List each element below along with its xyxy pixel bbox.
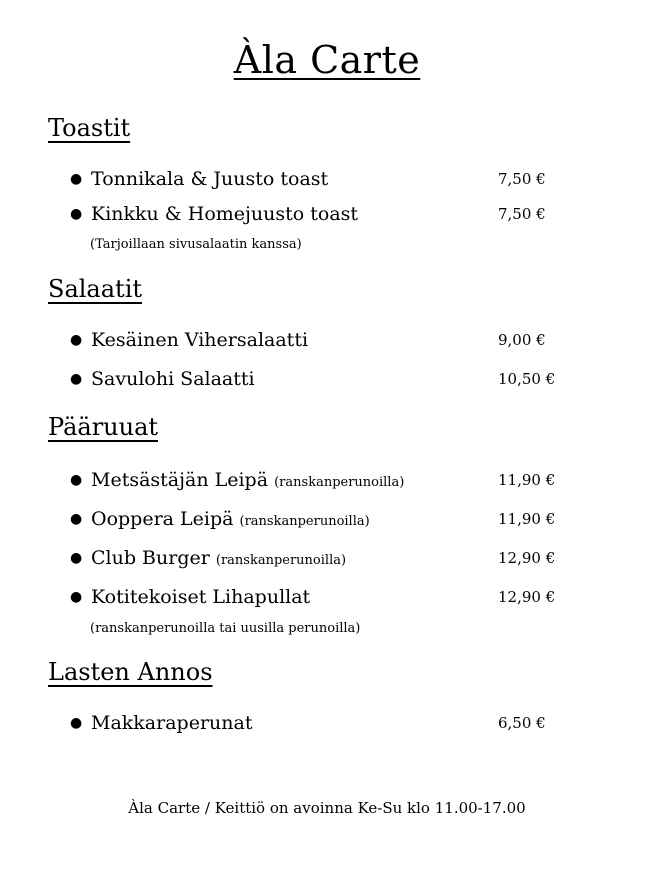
menu-item	[70, 164, 570, 194]
menu-item-note: (ranskanperunoilla)	[274, 475, 405, 490]
bullet-icon: ●	[70, 332, 83, 348]
section-heading-salaatit: Salaatit	[48, 275, 143, 303]
bullet-icon: ●	[70, 511, 83, 527]
menu-item-note: (ranskanperunoilla)	[239, 514, 370, 529]
menu-item-price: 6,50 €	[498, 714, 546, 732]
menu-item-price: 12,90 €	[498, 549, 556, 567]
menu-title	[0, 36, 654, 84]
section-heading-paaruuat: Pääruuat	[48, 413, 159, 441]
opening-hours-footer: Àla Carte / Keittiö on avoinna Ke-Su klo 11.00-17.00	[128, 799, 526, 817]
menu-item-price: 7,50 €	[498, 205, 546, 223]
menu-item	[70, 465, 570, 495]
menu-item	[70, 364, 570, 394]
menu-item-price: 9,00 €	[498, 331, 546, 349]
bullet-icon: ●	[70, 206, 83, 222]
bullet-icon: ●	[70, 550, 83, 566]
menu-item-price: 11,90 €	[498, 510, 556, 528]
menu-item	[70, 504, 570, 534]
bullet-icon: ●	[70, 715, 83, 731]
menu-title-text: Àla Carte	[233, 38, 421, 82]
menu-item-price: 11,90 €	[498, 471, 556, 489]
section-heading-toastit: Toastit	[48, 114, 131, 142]
menu-item-name-text: Club Burger	[91, 547, 210, 569]
section-note: (ranskanperunoilla tai uusilla perunoilla)	[90, 621, 361, 636]
section-note: (Tarjoillaan sivusalaatin kanssa)	[90, 237, 302, 252]
menu-item-name	[91, 543, 346, 576]
menu-item	[70, 582, 570, 612]
menu-item	[70, 543, 570, 573]
menu-item-note: (ranskanperunoilla)	[215, 553, 347, 568]
menu-item-name: Kinkku & Homejuusto toast	[91, 203, 359, 225]
bullet-icon: ●	[70, 171, 83, 187]
menu-item-name-text: Metsästäjän Leipä	[91, 469, 269, 491]
menu-item-name: Savulohi Salaatti	[91, 368, 255, 390]
bullet-icon: ●	[70, 371, 83, 387]
menu-item-name	[91, 465, 404, 498]
menu-item	[70, 708, 570, 738]
menu-item	[70, 325, 570, 355]
menu-item-name: Kotitekoiset Lihapullat	[91, 586, 311, 608]
menu-item	[70, 199, 570, 229]
menu-item-name: Makkaraperunat	[91, 712, 253, 734]
menu-item-price: 12,90 €	[498, 588, 556, 606]
menu-item-name: Tonnikala & Juusto toast	[91, 168, 329, 190]
bullet-icon: ●	[70, 589, 83, 605]
menu-item-name: Kesäinen Vihersalaatti	[91, 329, 309, 351]
bullet-icon: ●	[70, 472, 83, 488]
menu-item-name-text: Ooppera Leipä	[91, 508, 234, 530]
section-heading-lasten-annos: Lasten Annos	[48, 658, 213, 686]
menu-item-name	[91, 504, 370, 537]
menu-item-price: 10,50 €	[498, 370, 556, 388]
menu-item-price: 7,50 €	[498, 170, 546, 188]
